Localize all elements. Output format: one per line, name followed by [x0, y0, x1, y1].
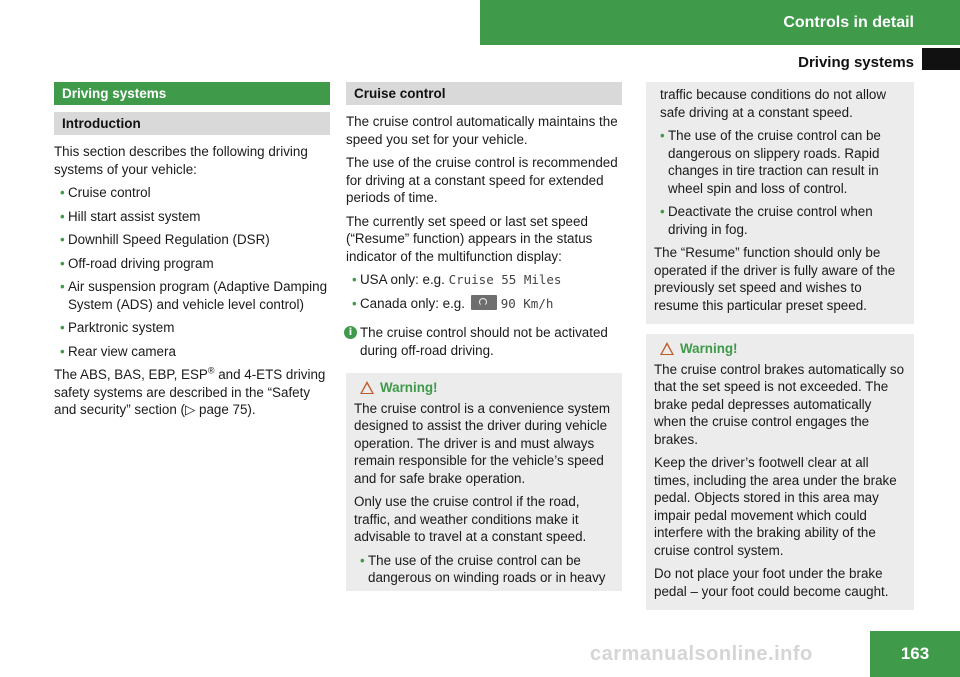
info-text: The cruise control should not be activated during off-road driving.: [360, 325, 608, 358]
warning-box-continued: [646, 82, 914, 324]
resume-paragraph: The “Resume” function should only be operated if the driver is fully aware of the previously set speed and wishes to resume this particular preset speed.: [654, 245, 896, 313]
list-item: • Downhill Speed Regulation (DSR): [54, 231, 330, 249]
paragraph: The currently set speed or last set speed (“Resume” function) appears in the status indicator of the multifunction display:: [346, 213, 593, 264]
warning-list-continued: [654, 127, 908, 238]
list-item-canada: [346, 295, 622, 313]
list-item: • The use of the cruise control can be dangerous on slippery roads. Rapid changes in tire traction can result in wheel spin and loss of control.: [654, 127, 908, 197]
continued-text: traffic because conditions do not allow safe driving at a constant speed.: [660, 87, 887, 120]
registered-mark: ®: [207, 365, 215, 376]
intro-text: This section describes the following driving systems of your vehicle:: [54, 144, 308, 177]
closing-text-post[interactable]: and 4-ETS driving safety systems are described in the “Safety and security” section (▷ page 75).: [54, 367, 326, 417]
warning-box: [346, 373, 622, 591]
heading-cruise-control: Cruise control: [346, 82, 622, 105]
paragraph: Keep the driver’s footwell clear at all times, including the area under the brake pedal. Objects stored in this area may impair pedal movement which could interfere with the braking ability of the cruise control system.: [654, 455, 897, 558]
warning-title: Warning!: [680, 341, 738, 356]
warning-heading: [654, 340, 906, 358]
paragraph: The cruise control brakes automatically so that the set speed is not exceeded. The brake pedal depresses automatically when the cruise control engages the brakes.: [654, 361, 905, 447]
warning-title: Warning!: [380, 380, 438, 395]
list-item: • Cruise control: [54, 184, 330, 202]
list-item: • Off-road driving program: [54, 255, 330, 273]
list-item-usa: [346, 271, 622, 289]
section-title: Controls in detail: [783, 13, 914, 31]
page-number: [870, 631, 960, 677]
heading-driving-systems: Driving systems: [54, 82, 330, 105]
info-note: [346, 324, 622, 359]
canada-label: Canada only: e.g.: [360, 295, 469, 311]
closing-text-pre: The ABS, BAS, EBP, ESP: [54, 367, 208, 382]
usa-label: USA only: e.g.: [360, 272, 449, 287]
list-item: • Parktronic system: [54, 319, 330, 337]
paragraph: The cruise control automatically maintains the speed you set for your vehicle.: [346, 114, 618, 147]
column-cruise-control: [346, 82, 622, 591]
usa-display-text: Cruise 55 Miles: [448, 272, 562, 287]
paragraph: Do not place your foot under the brake pedal – your foot could become caught.: [654, 566, 889, 599]
list-item: • Rear view camera: [54, 343, 330, 361]
list-item: • Hill start assist system: [54, 208, 330, 226]
canada-display-text: 90 Km/h: [500, 295, 554, 311]
safety-reference-text: [54, 366, 330, 419]
paragraph: The use of the cruise control is recommended for driving at a constant speed for extended periods of time.: [346, 155, 618, 205]
heading-introduction: Introduction: [54, 112, 330, 135]
section-header: [480, 0, 960, 45]
display-examples-list: [346, 271, 622, 312]
subsection-title: Driving systems: [798, 54, 914, 71]
warning-heading: [354, 379, 614, 397]
systems-list: [54, 184, 330, 360]
warning-list: [354, 552, 614, 587]
info-icon: i: [344, 326, 357, 339]
column-driving-systems: [54, 82, 330, 425]
column-cruise-control-continued: [646, 82, 914, 610]
paragraph: Only use the cruise control if the road, traffic, and weather conditions make it advisable to travel at a constant speed.: [354, 494, 587, 544]
list-item: • The use of the cruise control can be dangerous on winding roads or in heavy: [354, 552, 614, 587]
warning-triangle-icon: [660, 342, 674, 355]
cruise-control-icon: [471, 295, 497, 310]
warning-triangle-icon: [360, 381, 374, 394]
header-tab-marker: [922, 48, 960, 70]
list-item: • Air suspension program (Adaptive Damping System (ADS) and vehicle level control): [54, 278, 330, 313]
paragraph: The cruise control is a convenience system designed to assist the driver during vehicle operation. The driver is and must always remain responsible for the vehicle’s speed and for safe brake operation.: [354, 400, 611, 486]
watermark: carmanualsonline.info: [590, 643, 813, 665]
page-number-text: 163: [900, 644, 930, 664]
warning-box-brakes: [646, 334, 914, 610]
list-item: • Deactivate the cruise control when driving in fog.: [654, 203, 908, 238]
